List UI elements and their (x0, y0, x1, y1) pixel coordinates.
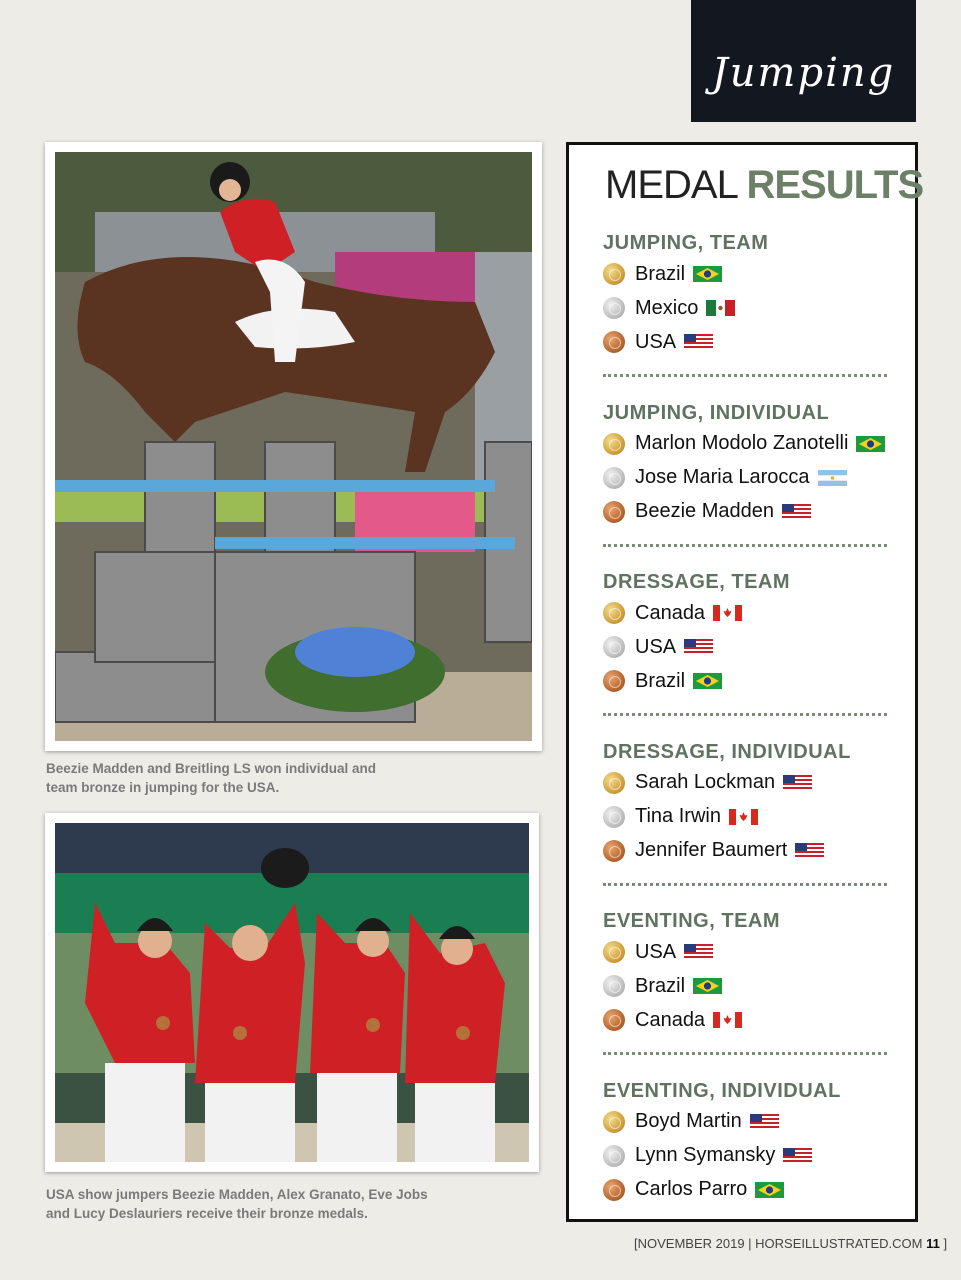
bronze-medal-icon (603, 1179, 625, 1201)
photo2-caption: USA show jumpers Beezie Madden, Alex Granato, Eve Jobs and Lucy Deslauriers receive their bronze medals. (46, 1187, 428, 1221)
section-heading: DRESSAGE, INDIVIDUAL (603, 740, 851, 763)
result-name: Brazil (635, 262, 686, 285)
section-heading: EVENTING, TEAM (603, 910, 781, 932)
usa-flag-icon (795, 843, 824, 859)
silver-medal-icon (603, 806, 625, 828)
silver-medal-icon (603, 467, 625, 489)
mexico-flag-icon (706, 300, 735, 316)
result-name: Mexico (635, 296, 699, 319)
result-row (603, 461, 893, 495)
result-row (603, 834, 893, 868)
dotted-divider (603, 713, 887, 716)
bronze-medal-icon (603, 331, 625, 353)
dotted-divider (603, 1052, 887, 1055)
bronze-medal-icon (603, 670, 625, 692)
result-row (603, 1139, 893, 1173)
bronze-medal-icon (603, 1009, 625, 1031)
footer-end: ] (939, 1236, 948, 1251)
result-name: Jennifer Baumert (635, 839, 788, 861)
gold-medal-icon (603, 602, 625, 624)
usa-flag-icon (782, 504, 811, 520)
silver-medal-icon (603, 975, 625, 997)
panel-title-light: MEDAL (605, 163, 747, 207)
result-name: Jose Maria Larocca (635, 466, 810, 488)
canada-flag-icon (713, 605, 742, 621)
photo1-caption: Beezie Madden and Breitling LS won individual and team bronze in jumping for the USA. (46, 761, 377, 795)
result-name: Lynn Symansky (635, 1144, 776, 1166)
result-section (603, 738, 893, 868)
page-footer (634, 1236, 947, 1251)
section-heading: DRESSAGE, TEAM (603, 571, 791, 593)
panel-title (605, 163, 923, 208)
usa-flag-icon (750, 1114, 779, 1130)
dotted-divider (603, 374, 887, 377)
result-name: Brazil (635, 974, 686, 997)
brazil-flag-icon (693, 266, 722, 282)
result-name: Canada (635, 1008, 706, 1031)
result-name: Sarah Lockman (635, 771, 776, 793)
result-section (603, 1077, 893, 1207)
bronze-medal-icon (603, 840, 625, 862)
result-row (603, 800, 893, 834)
result-name: Beezie Madden (635, 500, 774, 522)
result-name: Tina Irwin (635, 805, 721, 827)
photo-team-medals (45, 813, 539, 1172)
result-row (603, 1105, 893, 1139)
result-row (603, 630, 893, 664)
argentina-flag-icon (818, 470, 847, 486)
silver-medal-icon (603, 297, 625, 319)
horse-jump-image (55, 152, 532, 741)
silver-medal-icon (603, 636, 625, 658)
dotted-divider (603, 883, 887, 886)
page-number: 11 (926, 1236, 940, 1251)
brazil-flag-icon (856, 436, 885, 452)
usa-flag-icon (684, 944, 713, 960)
section-tag (691, 0, 916, 122)
result-row (603, 1173, 893, 1207)
team-medals-image (55, 823, 529, 1162)
section-heading: EVENTING, INDIVIDUAL (603, 1079, 841, 1102)
photo-horse-jump (45, 142, 542, 751)
result-name: Canada (635, 601, 706, 624)
usa-flag-icon (684, 334, 713, 350)
bronze-medal-icon (603, 501, 625, 523)
result-name: Boyd Martin (635, 1110, 742, 1132)
result-name: Carlos Parro (635, 1178, 748, 1200)
result-section (603, 229, 893, 359)
result-row (603, 257, 893, 291)
medal-results-panel (566, 142, 924, 1222)
section-heading: JUMPING, TEAM (603, 232, 769, 254)
result-name: USA (635, 635, 677, 658)
panel-title-bold: RESULTS (746, 163, 924, 207)
brazil-flag-icon (693, 978, 722, 994)
result-row (603, 495, 893, 529)
result-row (603, 935, 893, 969)
gold-medal-icon (603, 433, 625, 455)
section-tag-label: Jumping (711, 50, 896, 96)
result-row (603, 596, 893, 630)
result-name: Marlon Modolo Zanotelli (635, 432, 849, 454)
usa-flag-icon (684, 639, 713, 655)
gold-medal-icon (603, 772, 625, 794)
result-row (603, 325, 893, 359)
result-row (603, 664, 893, 698)
gold-medal-icon (603, 263, 625, 285)
result-name: USA (635, 940, 677, 963)
result-section (603, 907, 893, 1037)
brazil-flag-icon (755, 1182, 784, 1198)
footer-issue: [NOVEMBER 2019 | HORSEILLUSTRATED.COM (634, 1236, 927, 1251)
result-name: USA (635, 330, 677, 353)
result-row (603, 766, 893, 800)
result-name: Brazil (635, 669, 686, 692)
canada-flag-icon (729, 809, 758, 825)
canada-flag-icon (713, 1012, 742, 1028)
silver-medal-icon (603, 1145, 625, 1167)
usa-flag-icon (783, 775, 812, 791)
result-section (603, 568, 893, 698)
result-row (603, 291, 893, 325)
result-row (603, 427, 893, 461)
result-row (603, 1003, 893, 1037)
usa-flag-icon (783, 1148, 812, 1164)
gold-medal-icon (603, 1111, 625, 1133)
gold-medal-icon (603, 941, 625, 963)
brazil-flag-icon (693, 673, 722, 689)
dotted-divider (603, 544, 887, 547)
section-heading: JUMPING, INDIVIDUAL (603, 401, 830, 424)
result-row (603, 969, 893, 1003)
result-section (603, 399, 893, 529)
